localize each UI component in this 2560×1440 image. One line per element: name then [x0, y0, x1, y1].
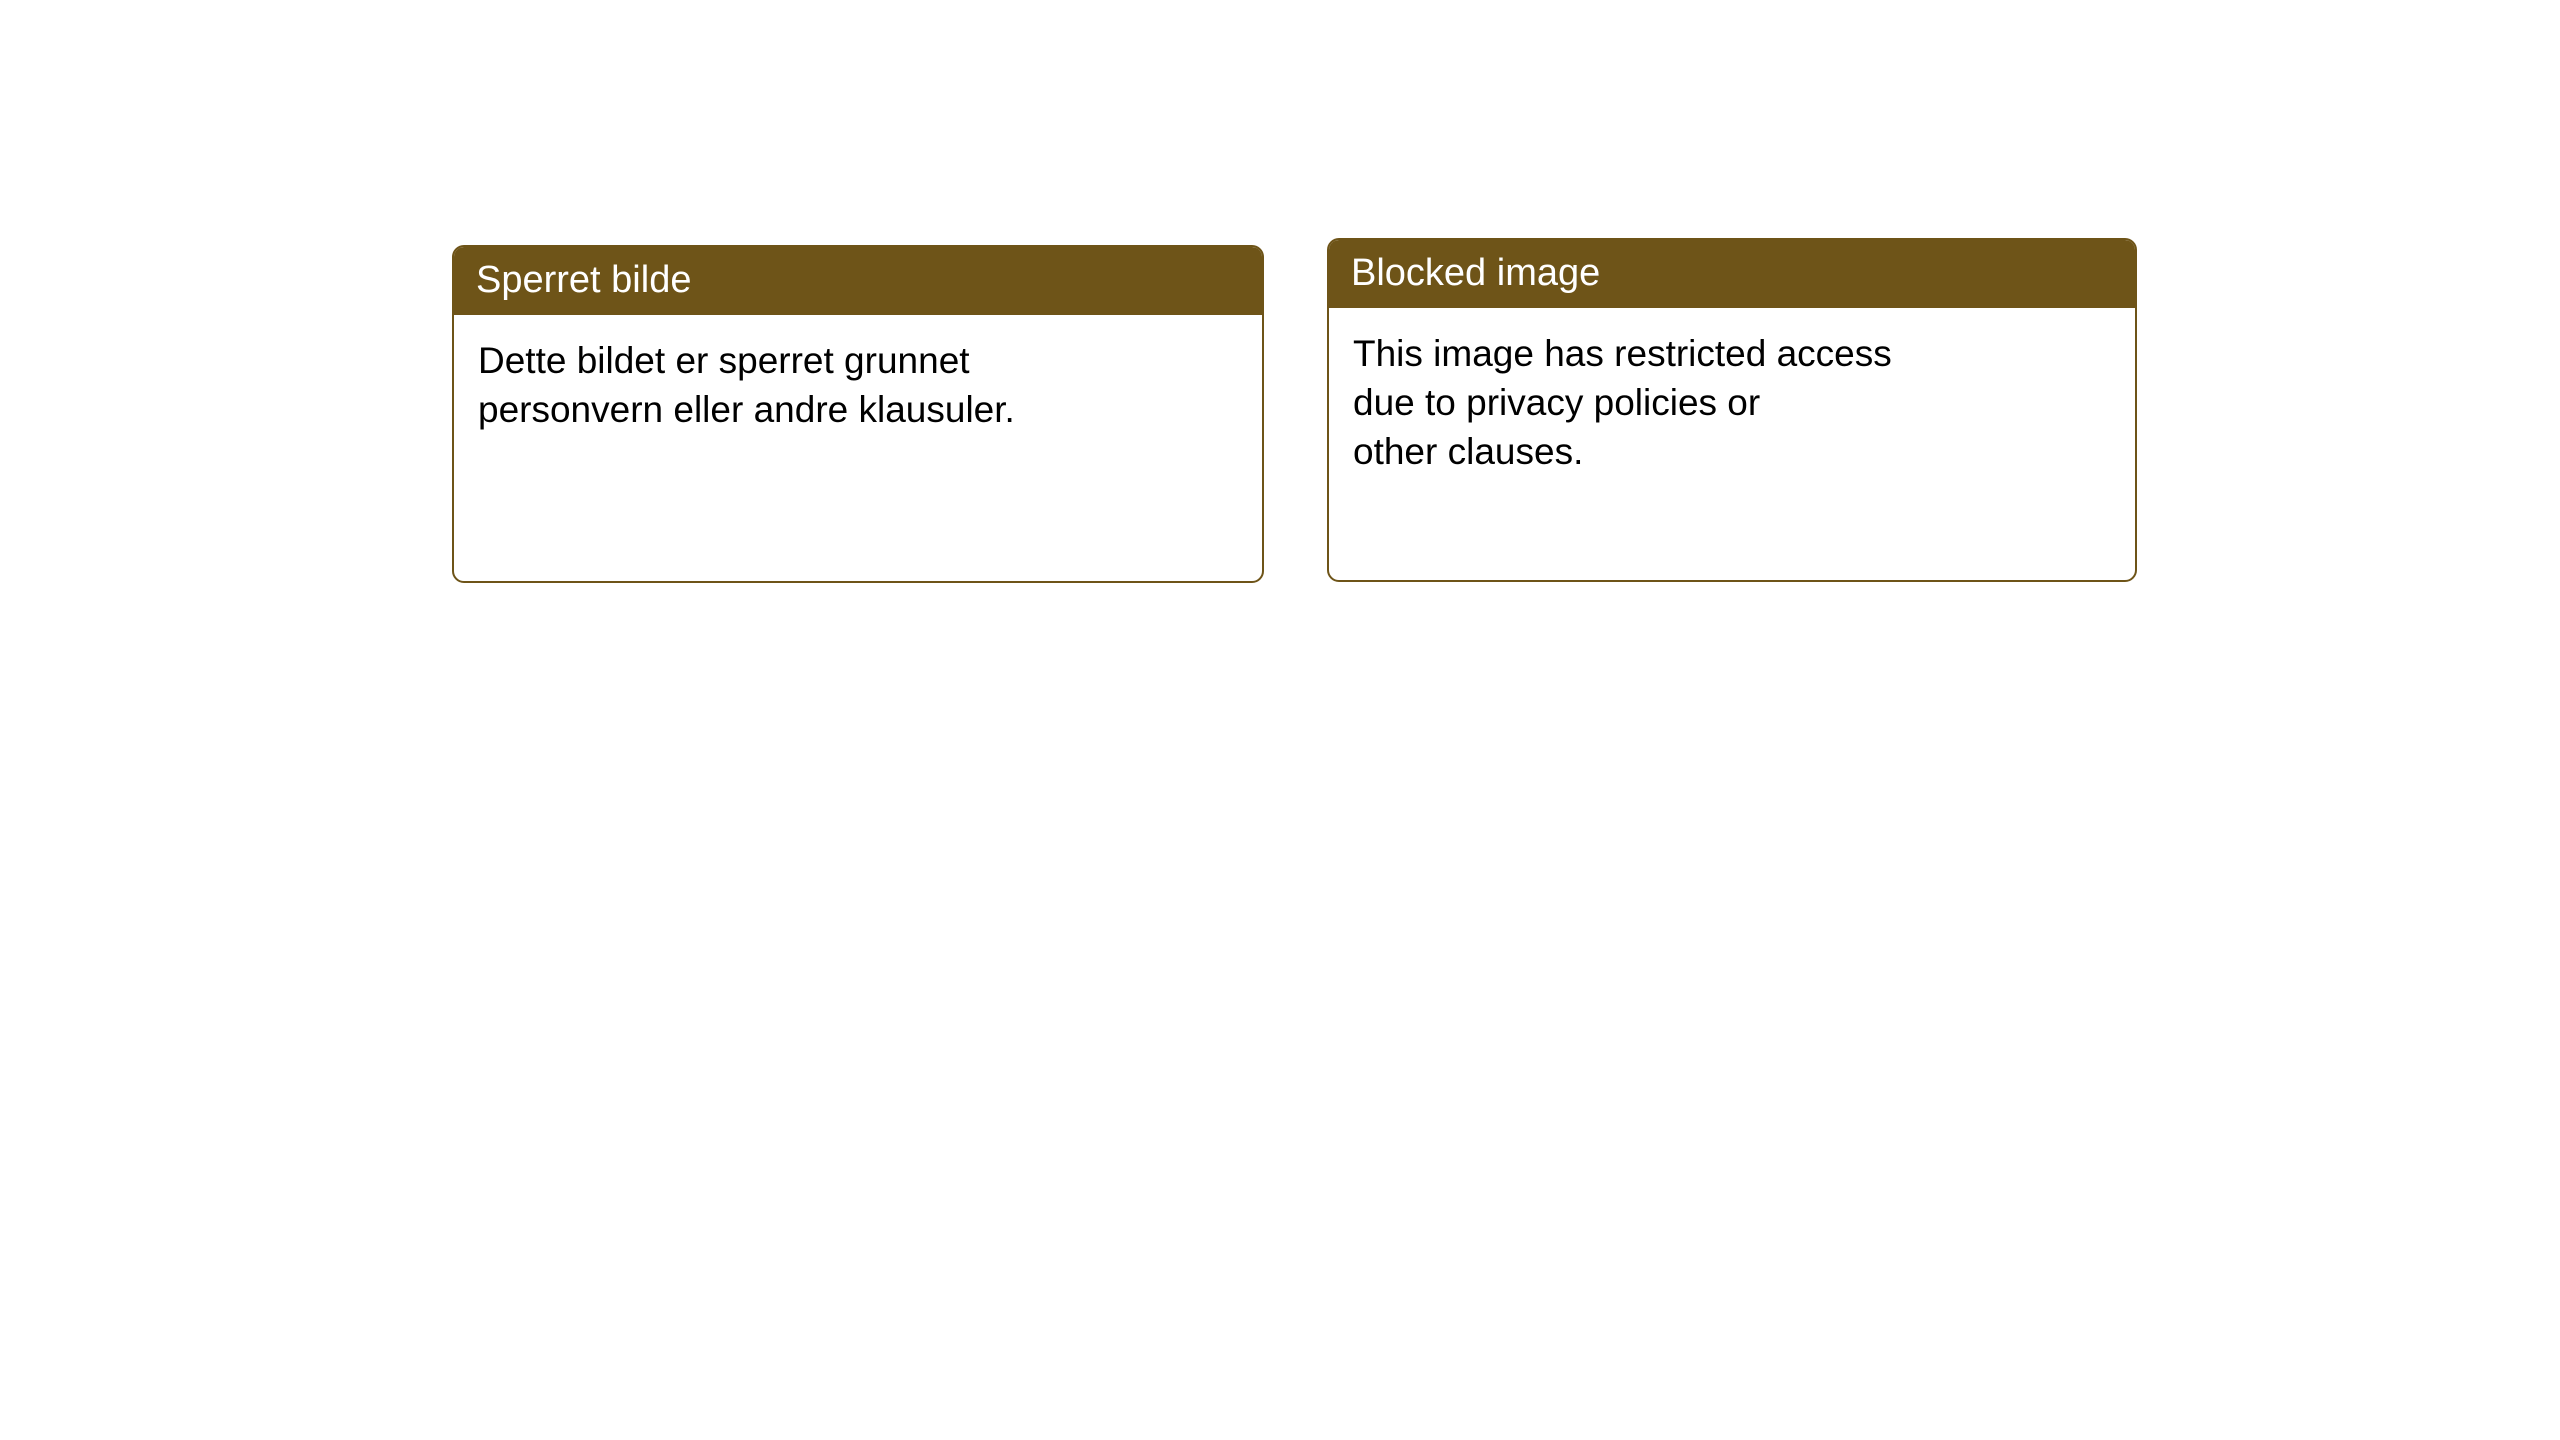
notice-body-line: This image has restricted access — [1353, 333, 1892, 374]
notice-title-no: Sperret bilde — [454, 247, 1262, 315]
notice-body-line: due to privacy policies or — [1353, 381, 1761, 423]
notice-body-line: Dette bildet er sperret grunnet — [478, 340, 970, 381]
notice-title-en: Blocked image — [1329, 240, 2135, 308]
notice-body-no — [454, 315, 1262, 435]
blocked-image-notice-no — [452, 245, 1264, 583]
notice-body-en — [1329, 308, 2135, 476]
blocked-image-notice-en — [1327, 238, 2137, 582]
notice-body-line: other clauses. — [1353, 430, 1584, 472]
notice-body-line: personvern eller andre klausuler. — [478, 388, 1015, 430]
